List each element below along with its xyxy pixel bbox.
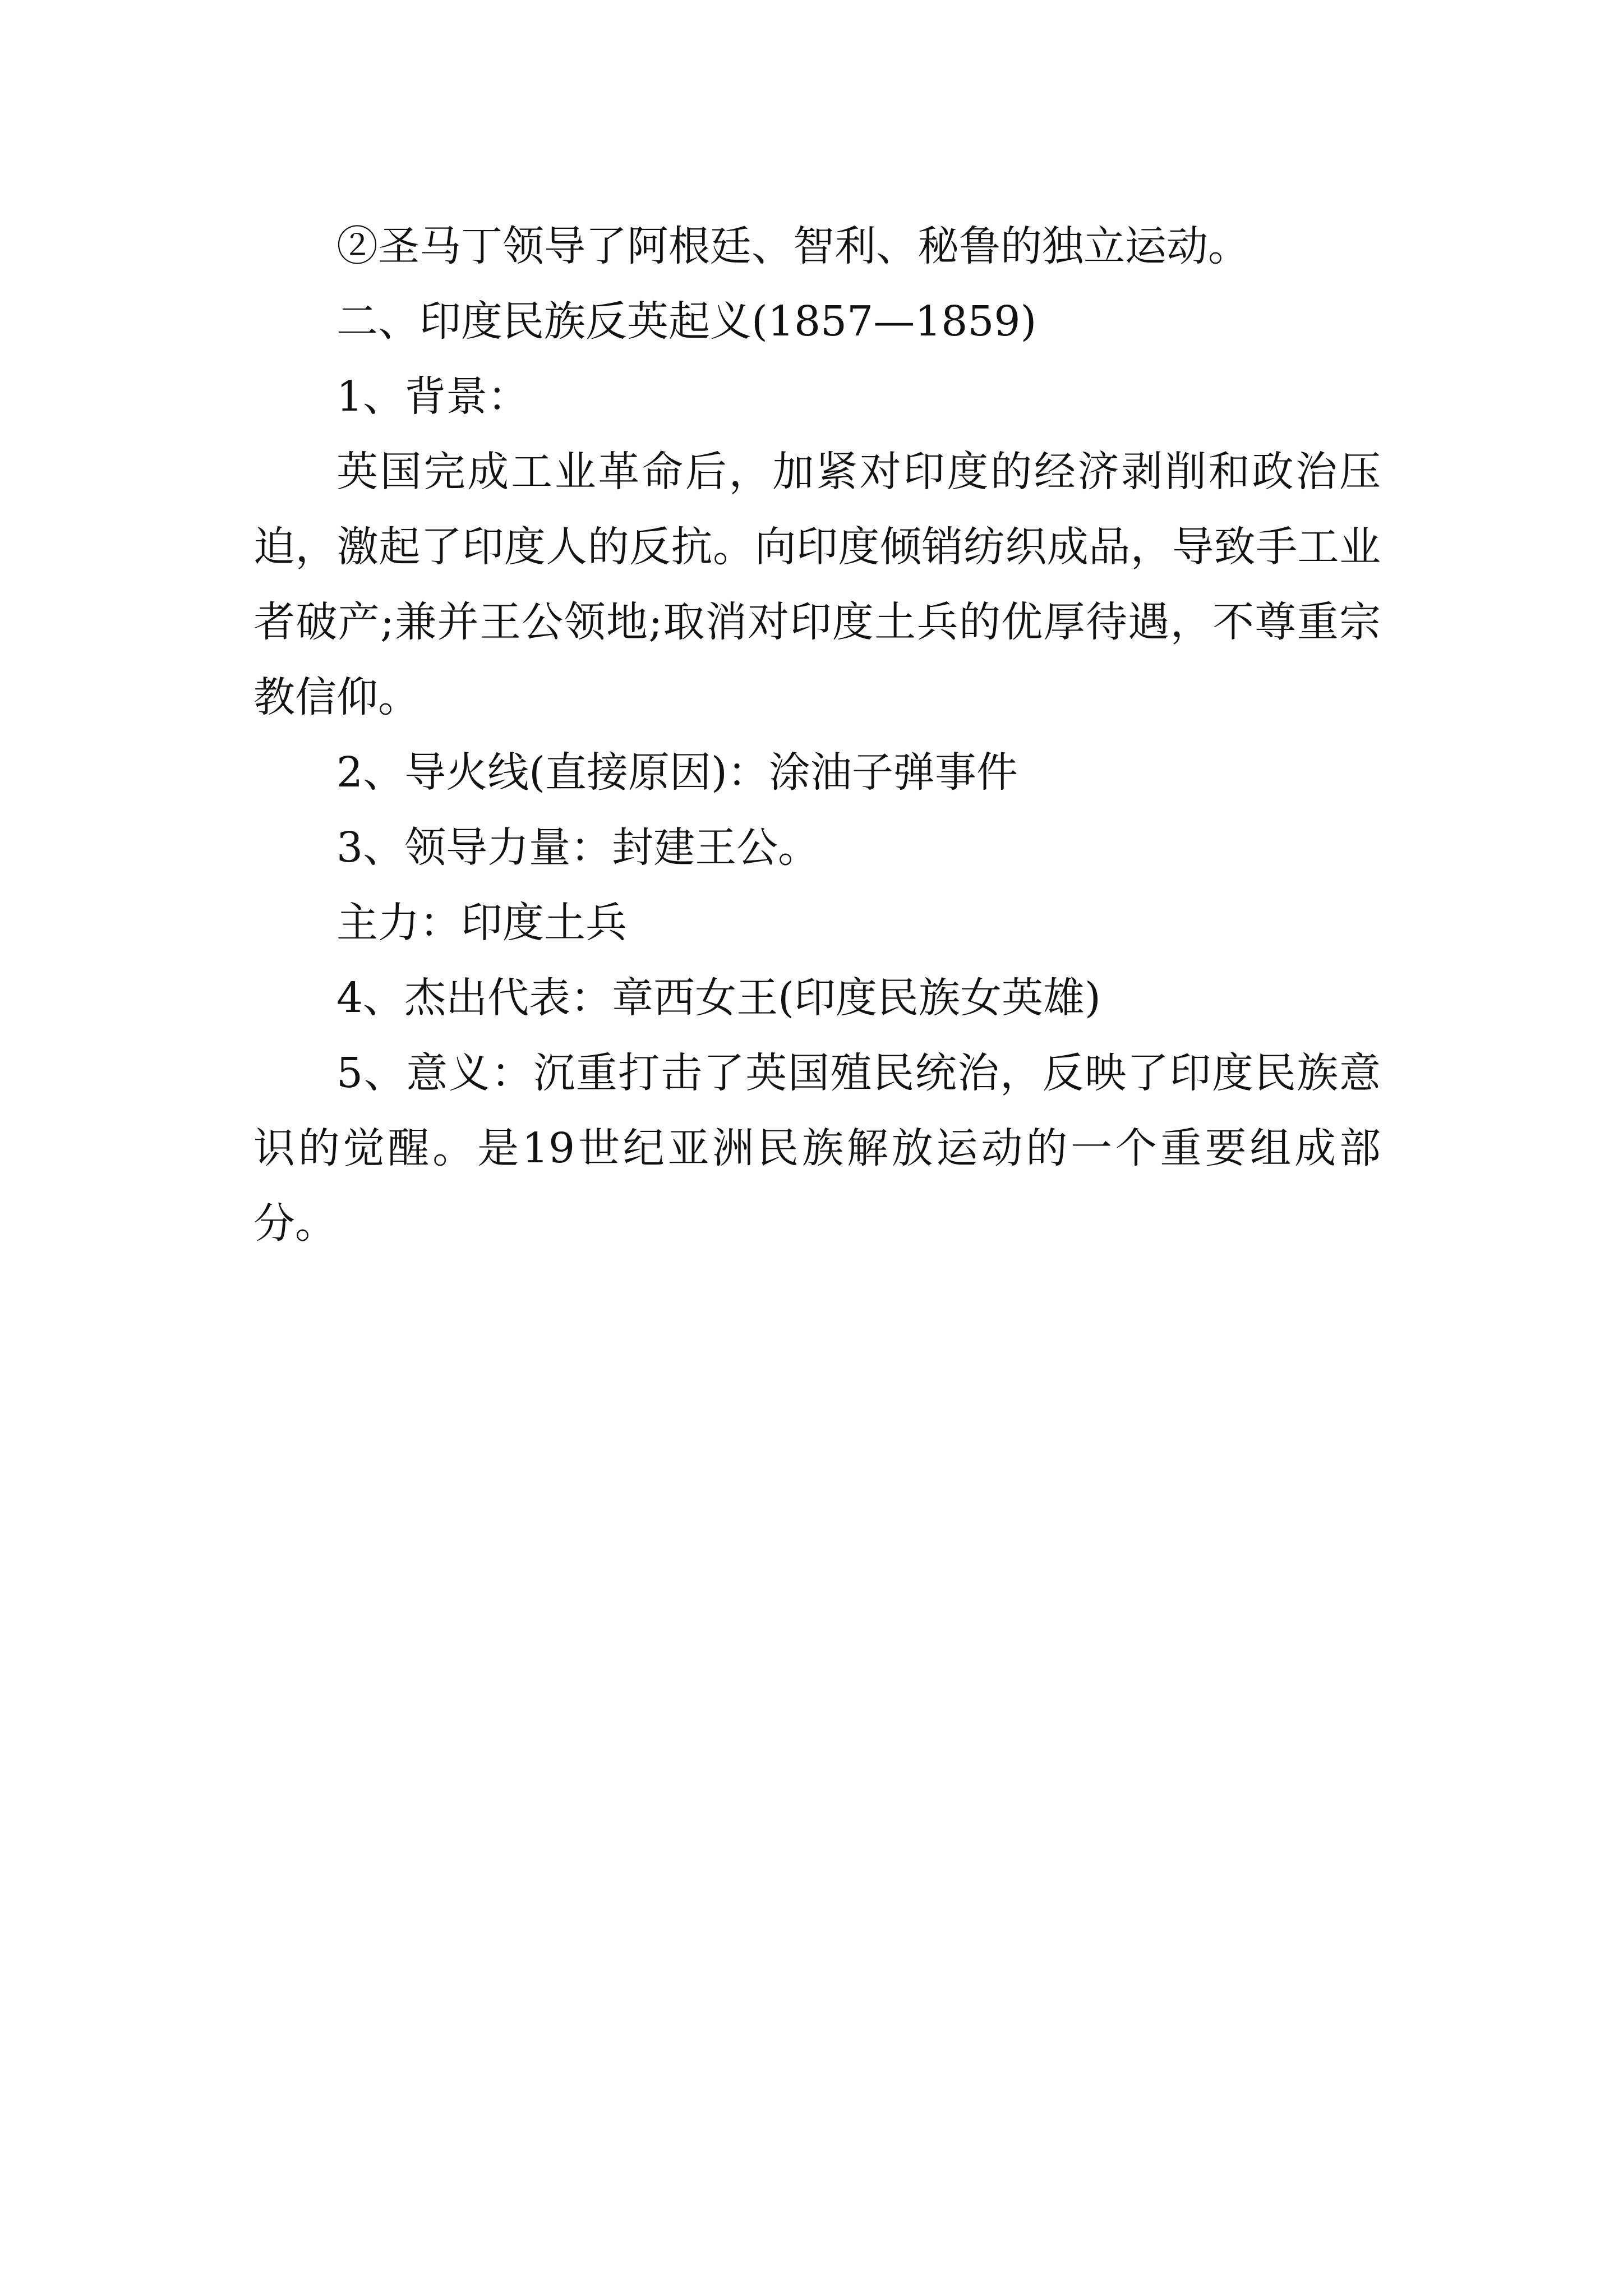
item-main-force: 主力：印度土兵 [336, 899, 627, 947]
paragraph-san-martin: ②圣马丁领导了阿根廷、智利、秘鲁的独立运动。 [336, 222, 1249, 270]
document-body [253, 209, 1381, 1261]
section-heading-indian-uprising: 二、印度民族反英起义(1857—1859) [336, 297, 1037, 346]
item-background-heading: 1、背景： [336, 372, 529, 421]
item-leadership: 3、领导力量：封建王公。 [336, 823, 820, 872]
paragraph-background: 英国完成工业革命后，加紧对印度的经济剥削和政治压迫，激起了印度人的反抗。向印度倾销纺织成品，导致手工业者破产;兼并王公领地;取消对印度土兵的优厚待遇，不尊重宗教信仰。 [253, 448, 1381, 721]
item-representative: 4、杰出代表：章西女王(印度民族女英雄) [336, 974, 1101, 1022]
item-trigger: 2、导火线(直接原因)：涂油子弹事件 [336, 748, 1018, 797]
item-significance: 5、意义：沉重打击了英国殖民统治，反映了印度民族意识的觉醒。是19世纪亚洲民族解放运动的一个重要组成部分。 [253, 1049, 1381, 1248]
